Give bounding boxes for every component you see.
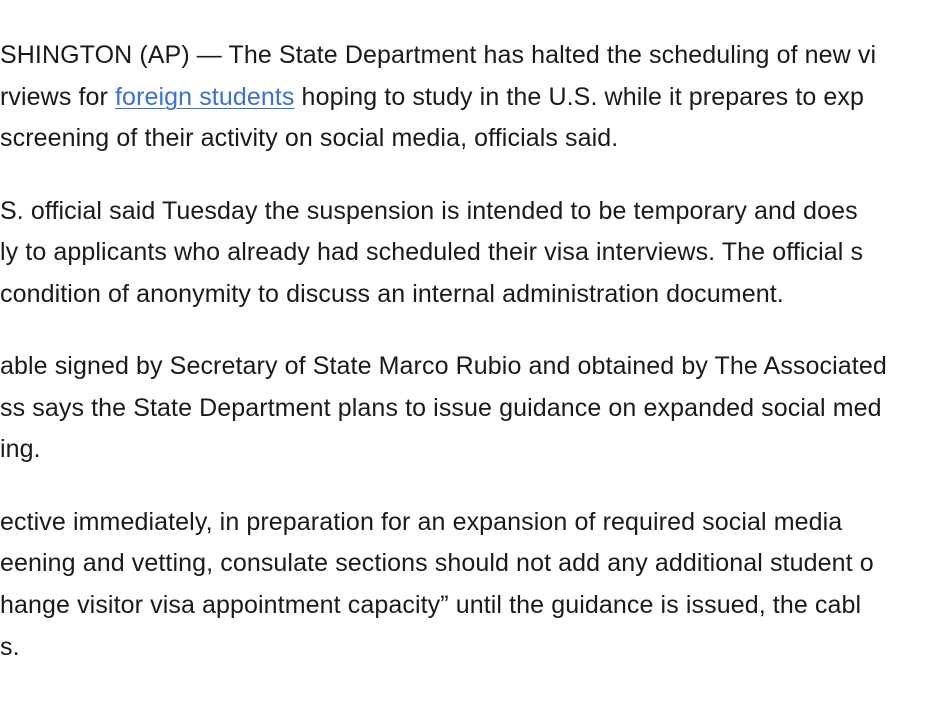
text-line: S. official said Tuesday the suspension is intended to be temporary and does: [0, 197, 858, 225]
text-line: ing.: [0, 435, 41, 463]
text-line: condition of anonymity to discuss an internal administration document.: [0, 280, 784, 308]
text-line: SHINGTON (AP) — The State Department has halted the scheduling of new vi: [0, 41, 877, 69]
foreign-students-link[interactable]: foreign students: [115, 83, 295, 111]
text-line: ective immediately, in preparation for an expansion of required social media: [0, 508, 843, 536]
text-line: ly to applicants who already had scheduled their visa interviews. The official s: [0, 238, 864, 266]
text-line: ss says the State Department plans to issue guidance on expanded social med: [0, 394, 882, 422]
text-line: hange visitor visa appointment capacity” until the guidance is issued, the cabl: [0, 591, 862, 619]
text-segment: rviews for: [0, 83, 116, 111]
text-line: screening of their activity on social media, officials said.: [0, 124, 619, 152]
text-line: s.: [0, 633, 20, 661]
text-line: [0, 82, 864, 112]
text-line: able signed by Secretary of State Marco Rubio and obtained by The Associated: [0, 352, 887, 380]
text-line: eening and vetting, consulate sections should not add any additional student o: [0, 549, 874, 577]
text-segment: hoping to study in the U.S. while it prepares to exp: [294, 83, 865, 111]
